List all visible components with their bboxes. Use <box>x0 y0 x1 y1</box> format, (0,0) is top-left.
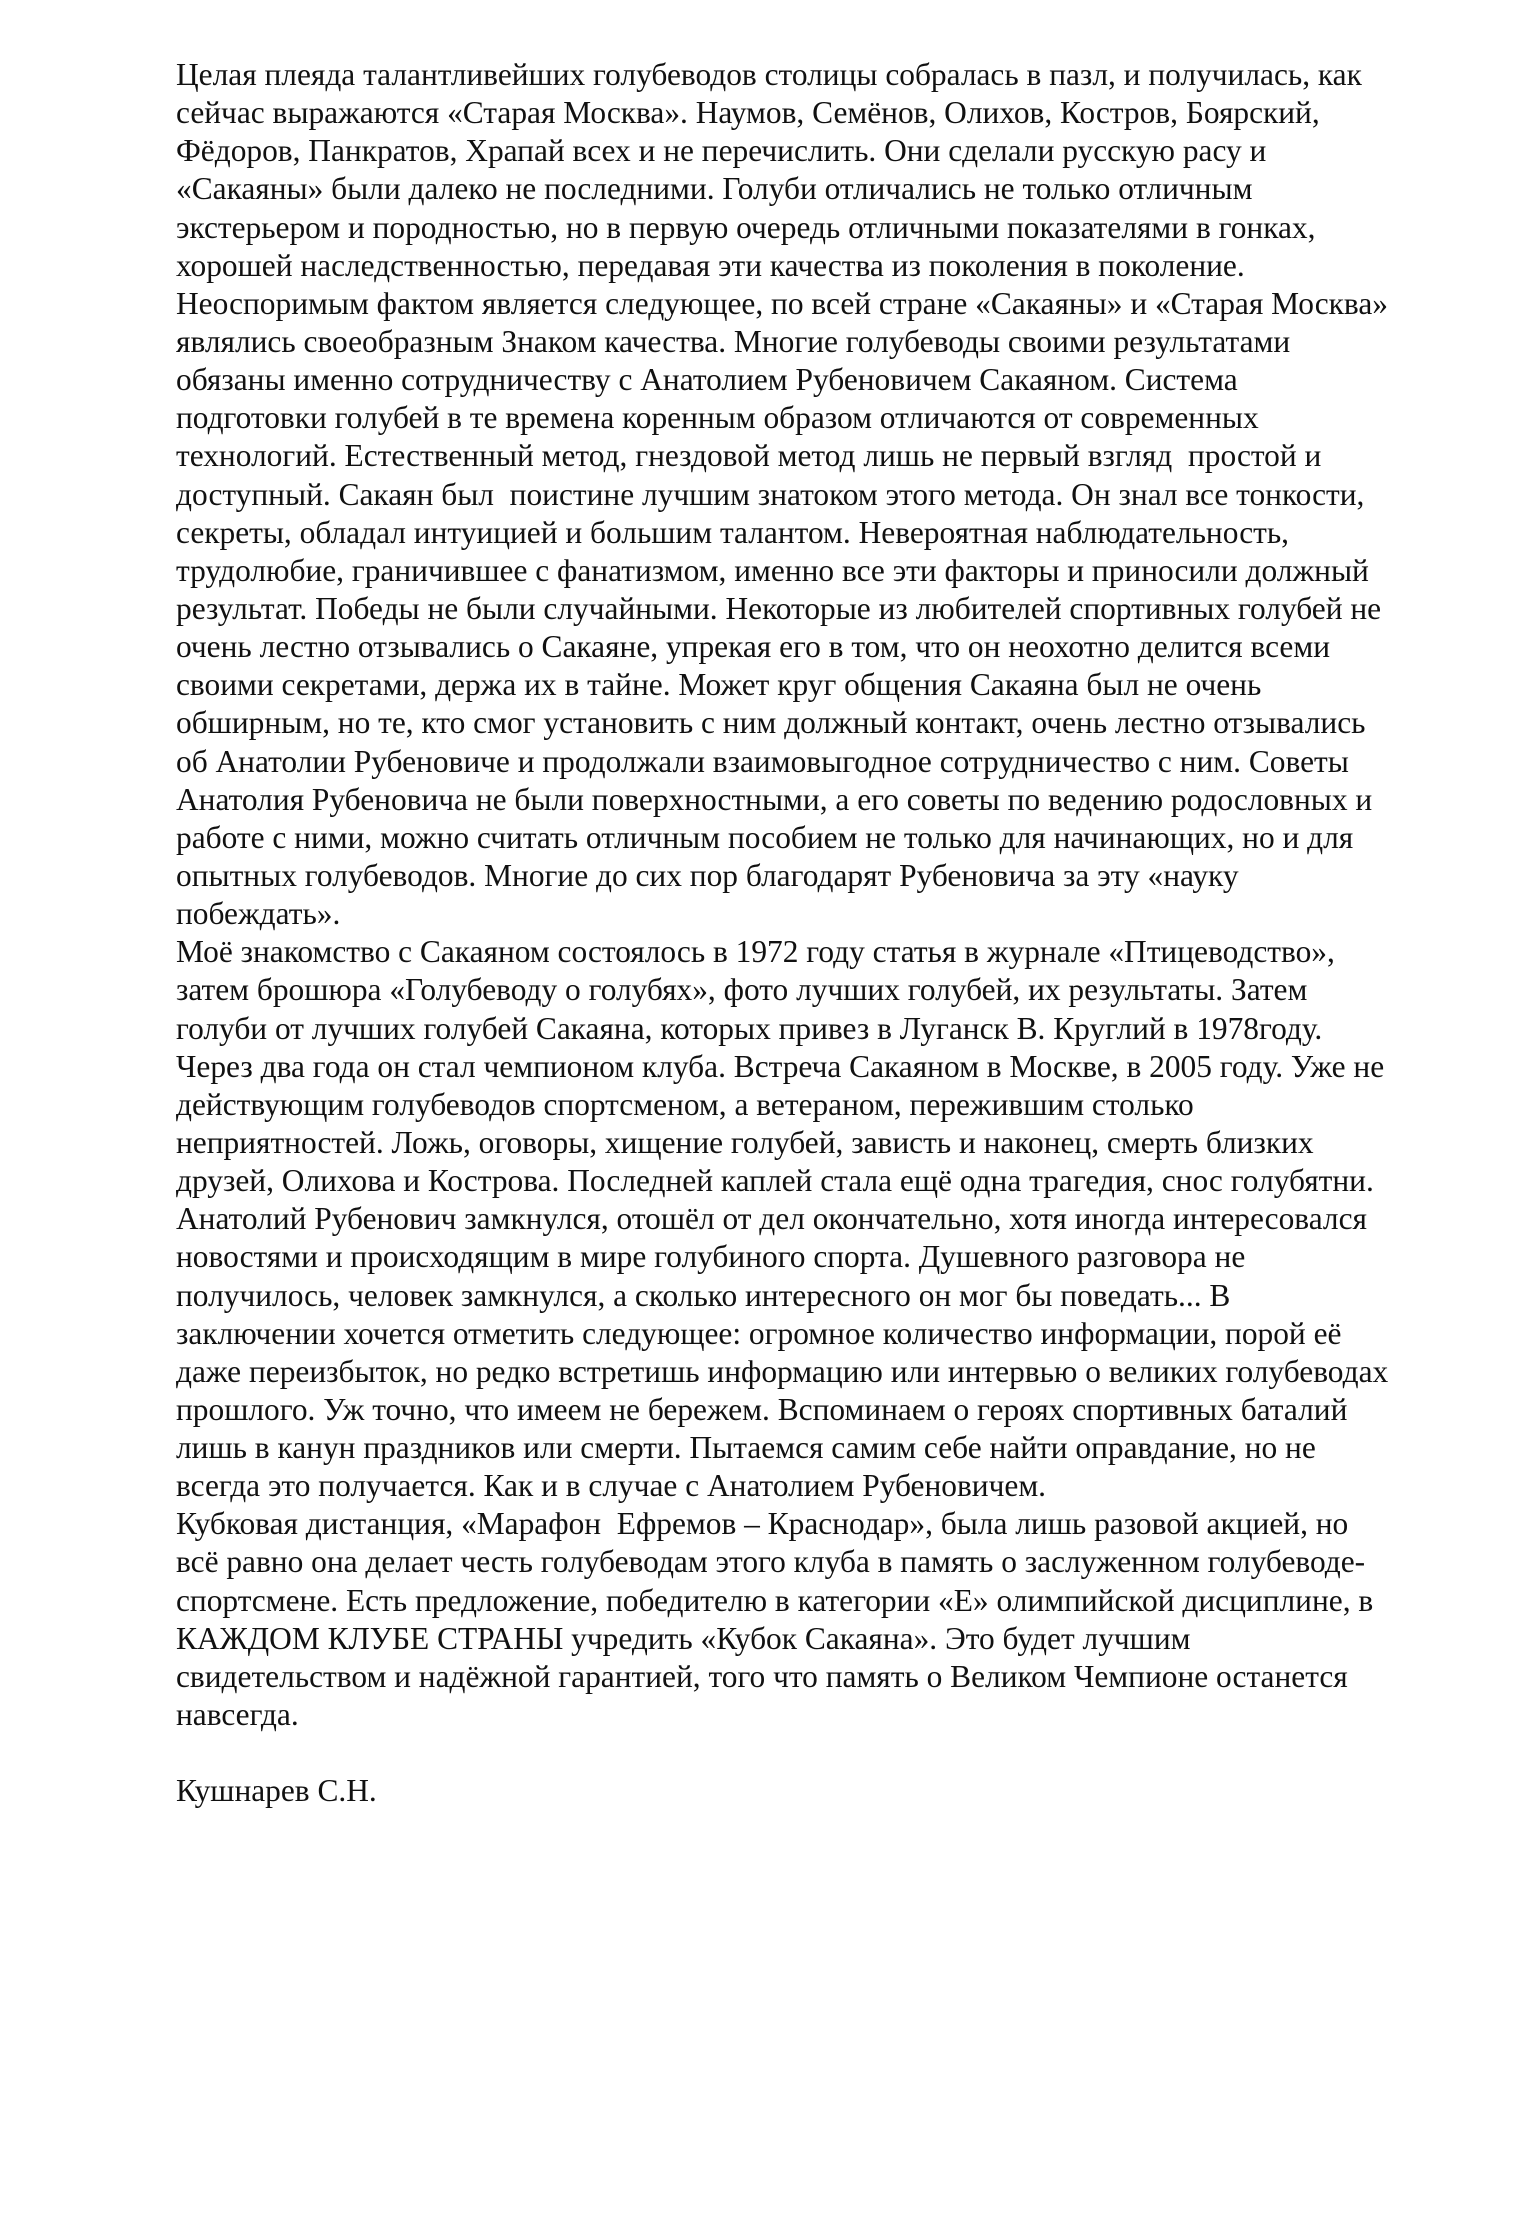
text-line: всё равно она делает честь голубеводам этого клуба в память о заслуженном голубеводе- <box>176 1544 1366 1580</box>
text-line: доступный. Сакаян был поистине лучшим знатоком этого метода. Он знал все тонкости, <box>176 476 1365 512</box>
text-line: прошлого. Уж точно, что имеем не бережем. Вспоминаем о героях спортивных баталий <box>176 1391 1348 1427</box>
text-line: об Анатолии Рубеновиче и продолжали взаимовыгодное сотрудничество с ним. Советы <box>176 743 1349 779</box>
text-line: «Сакаяны» были далеко не последними. Голуби отличались не только отличным <box>176 171 1253 207</box>
text-line: заключении хочется отметить следующее: огромное количество информации, порой её <box>176 1315 1342 1351</box>
text-line: даже переизбыток, но редко встретишь информацию или интервью о великих голубеводах <box>176 1353 1389 1389</box>
text-line: очень лестно отзывались о Сакаяне, упрекая его в том, что он неохотно делится всеми <box>176 629 1330 665</box>
text-line: технологий. Естественный метод, гнездовой метод лишь не первый взгляд простой и <box>176 438 1322 474</box>
text-line: друзей, Олихова и Кострова. Последней каплей стала ещё одна трагедия, снос голубятни. <box>176 1163 1374 1199</box>
text-line: свидетельством и надёжной гарантией, того что память о Великом Чемпионе останется <box>176 1658 1348 1694</box>
text-line: экстерьером и породностью, но в первую очередь отличными показателями в гонках, <box>176 209 1316 245</box>
text-line: навсегда. <box>176 1697 299 1733</box>
text-line: действующим голубеводов спортсменом, а ветераном, пережившим столько <box>176 1086 1194 1122</box>
text-line: обязаны именно сотрудничеству с Анатолием Рубеновичем Сакаяном. Система <box>176 362 1238 398</box>
blank-line <box>176 1734 1486 1772</box>
text-line: Анатолий Рубенович замкнулся, отошёл от дел окончательно, хотя иногда интересовался <box>176 1201 1367 1237</box>
text-line: подготовки голубей в те времена коренным образом отличаются от современных <box>176 400 1259 436</box>
text-line: Моё знакомство с Сакаяном состоялось в 1972 году статья в журнале «Птицеводство», <box>176 934 1335 970</box>
document-page <box>176 56 1486 1810</box>
text-line: голуби от лучших голубей Сакаяна, которых привез в Луганск В. Круглий в 1978году. <box>176 1010 1323 1046</box>
text-line: Анатолия Рубеновича не были поверхностными, а его советы по ведению родословных и <box>176 781 1373 817</box>
text-line: затем брошюра «Голубеводу о голубях», фото лучших голубей, их результаты. Затем <box>176 972 1308 1008</box>
author-signature: Кушнарев С.Н. <box>176 1773 377 1809</box>
text-line: хорошей наследственностью, передавая эти качества из поколения в поколение. <box>176 247 1245 283</box>
text-line: неприятностей. Ложь, оговоры, хищение голубей, зависть и наконец, смерть близких <box>176 1124 1314 1160</box>
text-line: своими секретами, держа их в тайне. Может круг общения Сакаяна был не очень <box>176 667 1262 703</box>
text-line: работе с ними, можно считать отличным пособием не только для начинающих, но и для <box>176 819 1354 855</box>
text-line: секреты, обладал интуицией и большим талантом. Невероятная наблюдательность, <box>176 514 1290 550</box>
paragraph-3 <box>176 1505 1486 1734</box>
text-line: получилось, человек замкнулся, а сколько интересного он мог бы поведать... В <box>176 1277 1231 1313</box>
paragraph-1 <box>176 56 1486 933</box>
text-line: спортсмене. Есть предложение, победителю в категории «Е» олимпийской дисциплине, в <box>176 1582 1374 1618</box>
text-line: лишь в канун праздников или смерти. Пытаемся самим себе найти оправдание, но не <box>176 1430 1316 1466</box>
text-line: трудолюбие, граничившее с фанатизмом, именно все эти факторы и приносили должный <box>176 552 1369 588</box>
text-line: обширным, но те, кто смог установить с ним должный контакт, очень лестно отзывались <box>176 705 1366 741</box>
text-line: Целая плеяда талантливейших голубеводов столицы собралась в пазл, и получилась, как <box>176 57 1362 92</box>
text-line: результат. Победы не были случайными. Некоторые из любителей спортивных голубей не <box>176 590 1382 626</box>
text-line: являлись своеобразным Знаком качества. Многие голубеводы своими результатами <box>176 323 1291 359</box>
text-line: Кубковая дистанция, «Марафон Ефремов – Краснодар», была лишь разовой акцией, но <box>176 1506 1349 1542</box>
paragraph-2 <box>176 933 1486 1505</box>
text-line: опытных голубеводов. Многие до сих пор благодарят Рубеновича за эту «науку <box>176 857 1239 893</box>
text-line: побеждать». <box>176 896 341 932</box>
text-line: новостями и происходящим в мире голубиного спорта. Душевного разговора не <box>176 1239 1246 1275</box>
text-line: сейчас выражаются «Старая Москва». Наумов, Семёнов, Олихов, Костров, Боярский, <box>176 95 1320 131</box>
text-line: Через два года он стал чемпионом клуба. Встреча Сакаяном в Москве, в 2005 году. Уже не <box>176 1048 1385 1084</box>
text-line: Неоспоримым фактом является следующее, по всей стране «Сакаяны» и «Старая Москва» <box>176 285 1388 321</box>
text-line: всегда это получается. Как и в случае с Анатолием Рубеновичем. <box>176 1468 1047 1504</box>
text-line: КАЖДОМ КЛУБЕ СТРАНЫ учредить «Кубок Сакаяна». Это будет лучшим <box>176 1620 1191 1656</box>
text-line: Фёдоров, Панкратов, Храпай всех и не перечислить. Они сделали русскую расу и <box>176 133 1267 169</box>
